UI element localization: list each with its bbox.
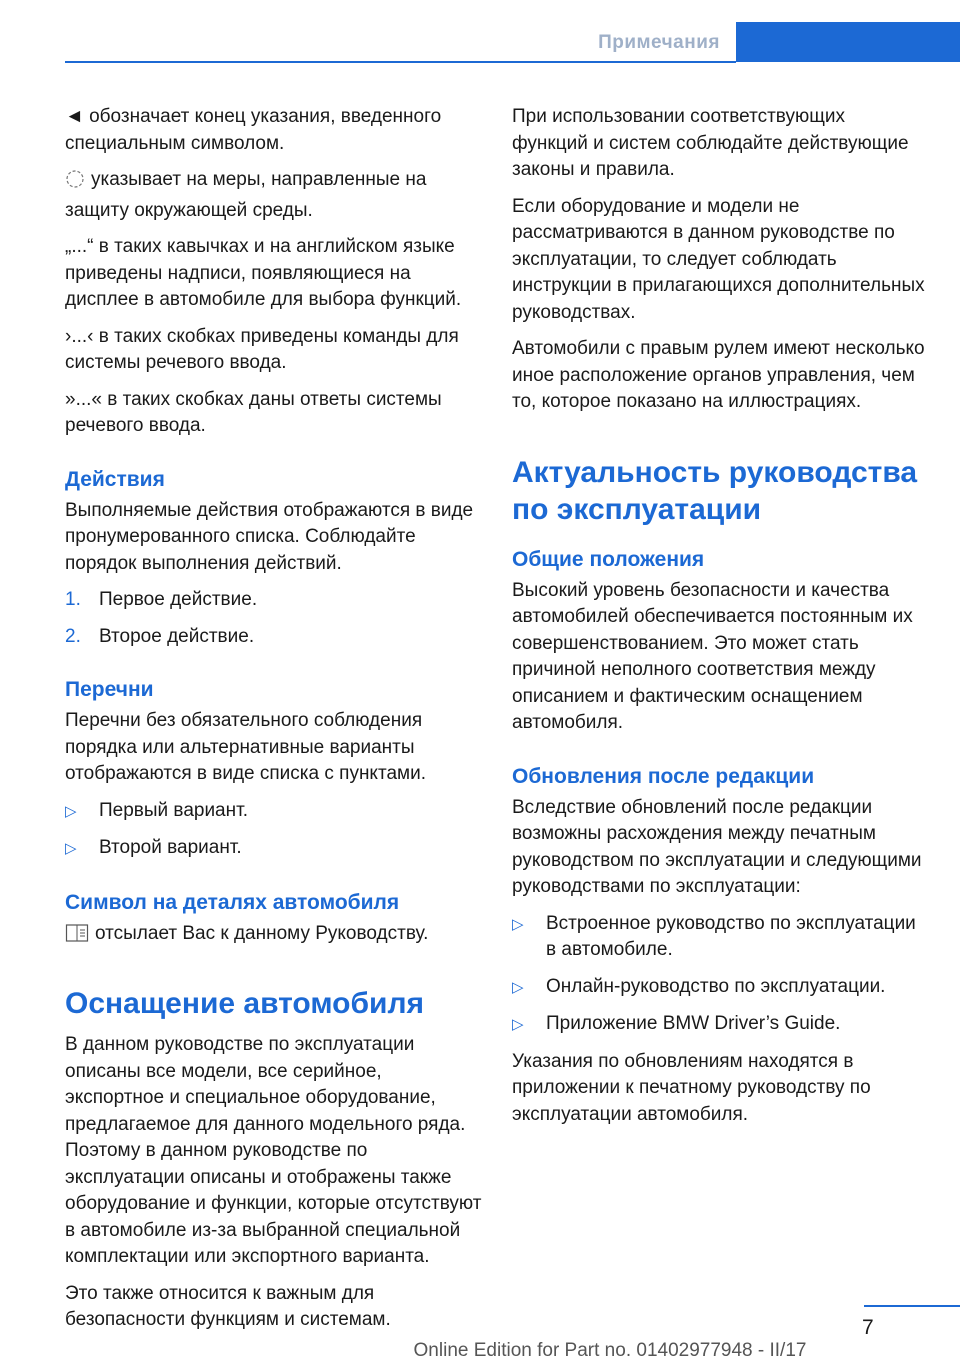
list-item [65,798,485,826]
list-item-text: Онлайн-руководство по эксплуатации. [546,975,886,997]
updates-note: Указания по обновлениям находятся в приложении к печатному руководству по эксплуатации автомобиля. [512,1050,871,1125]
relevance-heading: Актуальность руководства по эксплуатации [512,455,918,526]
voice-command-paragraph: ›...‹ в таких скобках приведены команды для системы речевого ввода. [65,325,459,373]
list-item-text: Первое действие. [99,589,258,610]
triangle-right-icon: ▷ [65,840,77,857]
actions-heading: Действия [65,467,165,491]
list-item-text: Первый вариант. [99,799,248,821]
equipment-paragraph-2: Это также относится к важным для безопасности функциям и системам. [65,1282,391,1330]
triangle-right-icon: ▷ [512,1016,524,1033]
lists-text: Перечни без обязательного соблюдения порядка или альтернативные варианты отображаются в виде списка с пунктами. [65,710,426,784]
triangle-right-icon: ▷ [65,802,77,820]
list-item-text: Приложение BMW Driver’s Guide. [546,1013,841,1034]
triangle-right-icon: ▷ [512,915,524,933]
laws-paragraph: При использовании соответствующих функций и систем соблюдайте действующие законы и правила. [512,106,909,180]
symbol-text: отсылает Вас к данному Руководству. [95,922,429,944]
general-text: Высокий уровень безопасности и качества автомобилей обеспечивается постоянным их совершенствованием. Это может стать причиной неполного соответствия между описанием и фактическим оснащением автомобиля. [512,579,913,733]
symbol-paragraph [65,921,485,952]
list-item-text: Встроенное руководство по эксплуатации в автомобиле. [546,912,916,960]
triangle-right-icon: ▷ [512,978,524,996]
environment-paragraph [65,167,485,224]
general-heading: Общие положения [512,547,705,571]
lists-heading: Перечни [65,678,154,701]
list-item [512,974,926,1002]
list-item [512,911,926,964]
list-number: 1. [65,589,81,610]
equipment-heading: Оснащение автомобиля [65,987,425,1020]
quotes-paragraph: „...“ в таких кавычках и на английском языке приведены надписи, появляющиеся на дисплее в автомобиле для выбора функций. [65,236,462,310]
list-item [65,835,485,863]
list-item [65,624,485,651]
edition-footer: Online Edition for Part no. 01402977948 - II/17 [413,1340,807,1361]
page-number: 7 [862,1316,874,1339]
right-column [512,104,926,1138]
actions-text: Выполняемые действия отображаются в виде пронумерованного списка. Соблюдайте порядок выполнения действий. [65,499,474,574]
right-hand-drive-paragraph: Автомобили с правым рулем имеют несколько иное расположение органов управления, чем то, которое показано на иллюстрациях. [512,338,925,412]
updates-text: Вследствие обновлений после редакции возможны расхождения между печатным руководством по эксплуатации и следующими руководствами по эксплуатации: [512,796,922,897]
symbol-heading: Символ на деталях автомобиля [65,890,400,914]
footer-rule [864,1305,960,1307]
list-item [65,587,485,614]
recycle-icon [65,169,85,198]
running-header-title: Примечания [598,32,720,53]
list-item-text: Второе действие. [99,625,255,647]
header-accent-bar [736,22,960,62]
updates-heading: Обновления после редакции [512,764,815,788]
list-item [512,1011,926,1039]
equipment-paragraph-1: В данном руководстве по эксплуатации описаны все модели, все серийное, экспортное и специальное оборудование, предлагаемое для данного модельного ряда. Поэтому в данном руководстве по эксплуатации описаны и отображены также оборудование и функции, которые отсутствуют в автомобиле из-за выбранной специальной комплектации или экспортного варианта. [65,1034,482,1267]
left-column [65,104,485,1344]
list-item-text: Второй вариант. [99,837,242,858]
list-number: 2. [65,625,81,647]
additional-manuals-paragraph: Если оборудование и модели не рассматриваются в данном руководстве по эксплуатации, то следует соблюдать инструкции в прилагающихся дополнительных руководствах. [512,195,925,323]
voice-response-paragraph: »...« в таких скобках даны ответы системы речевого ввода. [65,388,442,436]
book-icon [65,923,89,952]
header-rule [65,61,736,63]
environment-text: указывает на меры, направленные на защиту окружающей среды. [65,169,427,221]
end-mark-paragraph: ◄ обозначает конец указания, введенного специальным символом. [65,106,442,154]
